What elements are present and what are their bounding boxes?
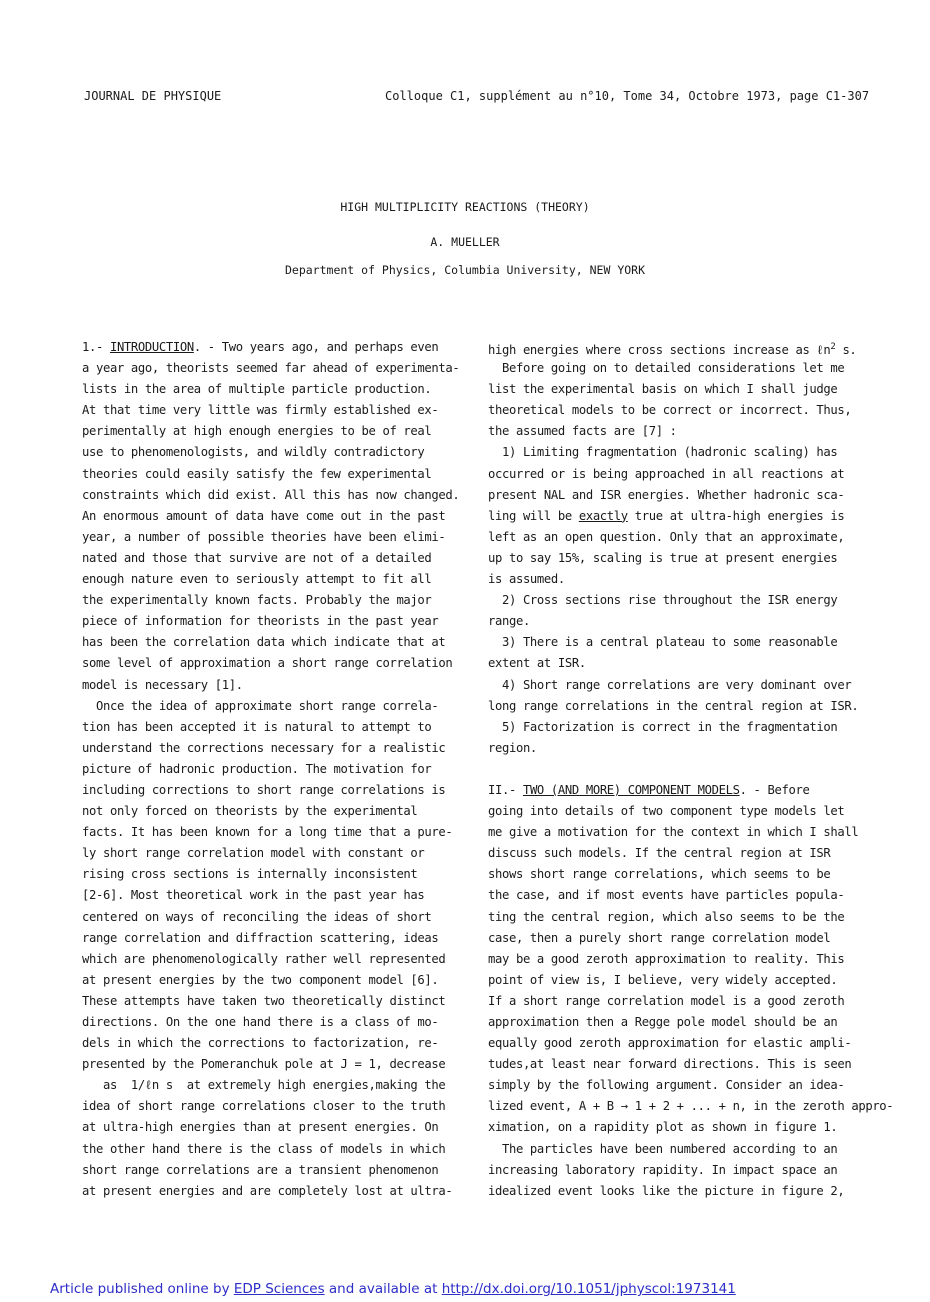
right-body-text-b [488, 527, 868, 759]
body-line: The particles have been numbered according to an [488, 1141, 838, 1156]
body-line: increasing laboratory rapidity. In impact space an [488, 1162, 838, 1177]
body-line: a year ago, theorists seemed far ahead of experimenta- [82, 361, 460, 376]
body-line [488, 337, 868, 358]
body-line: simply by the following argument. Consider an idea- [488, 1078, 845, 1093]
body-line: dels in which the corrections to factorization, re- [82, 1036, 439, 1051]
body-line: tion has been accepted it is natural to attempt to [82, 719, 432, 734]
body-line: has been the correlation data which indicate that at [82, 635, 446, 650]
body-line: 2) Cross sections rise throughout the ISR energy [488, 593, 838, 608]
edp-sciences-link[interactable]: EDP Sciences [233, 1281, 325, 1297]
body-line: long range correlations in the central region at ISR. [488, 698, 859, 713]
right-column [488, 337, 894, 1202]
section-number: 1.- [82, 340, 110, 354]
body-line: constraints which did exist. All this has now changed. [82, 487, 460, 502]
blank-line [488, 759, 868, 780]
body-line: discuss such models. If the central region at ISR [488, 846, 831, 861]
body-line: equally good zeroth approximation for elastic ampli- [488, 1036, 852, 1051]
body-line: some level of approximation a short range correlation [82, 656, 453, 671]
body-line: present NAL and ISR energies. Whether hadronic sca- [488, 487, 845, 502]
section-title: TWO (AND MORE) COMPONENT MODELS [522, 782, 740, 797]
superscript: 2 [830, 342, 836, 352]
body-line: 3) There is a central plateau to some reasonable [488, 635, 838, 650]
body-line: going into details of two component type models let [488, 804, 845, 819]
body-line: region. [488, 740, 537, 755]
body-line: use to phenomenologists, and wildly contradictory [82, 445, 425, 460]
paper-title: HIGH MULTIPLICITY REACTIONS (THEORY) [340, 200, 590, 214]
body-line: idealized event looks like the picture in figure 2, [488, 1183, 845, 1198]
body-line: piece of information for theorists in the past year [82, 614, 439, 629]
body-line: range correlation and diffraction scattering, ideas [82, 930, 439, 945]
left-column [82, 337, 477, 1202]
body-line: at present energies and are completely lost at ultra- [82, 1183, 453, 1198]
right-body-text-c [488, 801, 894, 1202]
section-title: INTRODUCTION [109, 340, 194, 354]
body-line: theoretical models to be correct or incorrect. Thus, [488, 403, 852, 418]
body-line: [2-6]. Most theoretical work in the past year has [82, 888, 425, 903]
line-text: s. [835, 343, 857, 358]
body-line: If a short range correlation model is a good zeroth [488, 993, 845, 1008]
body-line: at present energies by the two component model [6]. [82, 972, 439, 987]
line-text: ling will be [488, 508, 579, 523]
body-line: occurred or is being approached in all reactions at [488, 466, 845, 481]
body-line: not only forced on theorists by the experimental [82, 804, 418, 819]
body-line: directions. On the one hand there is a class of mo- [82, 1015, 439, 1029]
body-line: case, then a purely short range correlation model [488, 930, 831, 945]
body-line: point of view is, I believe, very widely accepted. [488, 972, 838, 987]
body-line: is assumed. [488, 572, 565, 587]
left-body-text [82, 358, 477, 1202]
section-heading-introduction [82, 337, 477, 358]
body-line: ting the central region, which also seems to be the [488, 909, 845, 924]
body-line: theories could easily satisfy the few experimental [82, 466, 432, 481]
body-line: Before going on to detailed considerations let me [488, 361, 845, 376]
body-line: tudes,at least near forward directions. This is seen [488, 1057, 852, 1072]
body-line: enough nature even to seriously attempt to fit all [82, 572, 432, 587]
body-line: At that time very little was firmly established ex- [82, 403, 439, 418]
author-affiliation: Department of Physics, Columbia University, NEW YORK [284, 263, 646, 277]
body-line: ly short range correlation model with constant or [82, 846, 425, 861]
body-line: the experimentally known facts. Probably the major [82, 593, 432, 608]
doi-link[interactable]: http://dx.doi.org/10.1051/jphyscol:1973141 [441, 1281, 736, 1297]
body-line: left as an open question. Only that an approximate, [488, 529, 845, 544]
body-line: the case, and if most events have particles popula- [488, 888, 845, 903]
body-line: 5) Factorization is correct in the fragmentation [488, 719, 838, 734]
body-line: Once the idea of approximate short range correla- [82, 698, 439, 713]
publication-footer [50, 1281, 736, 1297]
body-line [488, 506, 868, 527]
body-line: centered on ways of reconciling the ideas of short [82, 909, 432, 924]
journal-name: JOURNAL DE PHYSIQUE [84, 89, 222, 103]
body-line: approximation then a Regge pole model should be an [488, 1015, 838, 1029]
colloque-reference: Colloque C1, supplément au n°10, Tome 34, Octobre 1973, page C1-307 [385, 89, 870, 103]
body-line: nated and those that survive are not of a detailed [82, 550, 432, 565]
body-line: picture of hadronic production. The motivation for [82, 761, 432, 776]
body-line: extent at ISR. [488, 656, 586, 671]
body-line: ximation, on a rapidity plot as shown in figure 1. [488, 1120, 838, 1135]
section-lead-text: . - Before [739, 782, 810, 797]
body-line: short range correlations are a transient phenomenon [82, 1162, 439, 1177]
body-line: the other hand there is the class of models in which [82, 1141, 446, 1156]
body-line: lists in the area of multiple particle production. [82, 382, 432, 397]
emphasis-exactly: exactly [578, 508, 628, 523]
footer-text: and available at [324, 1281, 442, 1297]
body-line: understand the corrections necessary for a realistic [82, 740, 446, 755]
footer-text: Article published online by [50, 1281, 234, 1297]
body-line: including corrections to short range correlations is [82, 782, 446, 797]
body-line: at ultra-high energies than at present energies. On [82, 1120, 439, 1135]
body-line: idea of short range correlations closer to the truth [82, 1099, 446, 1114]
body-line: 1) Limiting fragmentation (hadronic scaling) has [488, 445, 838, 460]
body-line: presented by the Pomeranchuk pole at J = 1, decrease [82, 1057, 446, 1072]
body-line: up to say 15%, scaling is true at present energies [488, 550, 838, 565]
body-line: 4) Short range correlations are very dominant over [488, 677, 852, 692]
section-heading-two-component [488, 780, 868, 801]
body-line: may be a good zeroth approximation to reality. This [488, 951, 845, 966]
body-line: perimentally at high enough energies to be of real [82, 424, 432, 439]
body-line: shows short range correlations, which seems to be [488, 867, 831, 882]
body-line: which are phenomenologically rather well represented [82, 951, 446, 966]
body-line: range. [488, 614, 530, 629]
body-line: as 1/ℓn s at extremely high energies,making the [82, 1078, 446, 1093]
body-line: rising cross sections is internally inconsistent [82, 867, 418, 882]
body-line: facts. It has been known for a long time that a pure- [82, 825, 453, 840]
body-line: list the experimental basis on which I shall judge [488, 382, 838, 397]
body-line: model is necessary [1]. [82, 677, 243, 692]
right-body-text-a [488, 358, 868, 506]
section-lead-text: . - Two years ago, and perhaps even [193, 340, 439, 354]
body-line: year, a number of possible theories have been elimi- [82, 529, 446, 544]
body-line: me give a motivation for the context in which I shall [488, 825, 859, 840]
body-line: These attempts have taken two theoretically distinct [82, 993, 446, 1008]
body-line: An enormous amount of data have come out in the past [82, 508, 446, 523]
line-text: high energies where cross sections increase as ℓn [488, 343, 831, 358]
body-line: lized event, A + B → 1 + 2 + ... + n, in the zeroth appro- [488, 1099, 894, 1114]
section-number: II.- [488, 782, 523, 797]
paper-author: A. MUELLER [430, 235, 500, 249]
body-line: the assumed facts are [7] : [488, 424, 677, 439]
line-text: true at ultra-high energies is [627, 508, 845, 523]
